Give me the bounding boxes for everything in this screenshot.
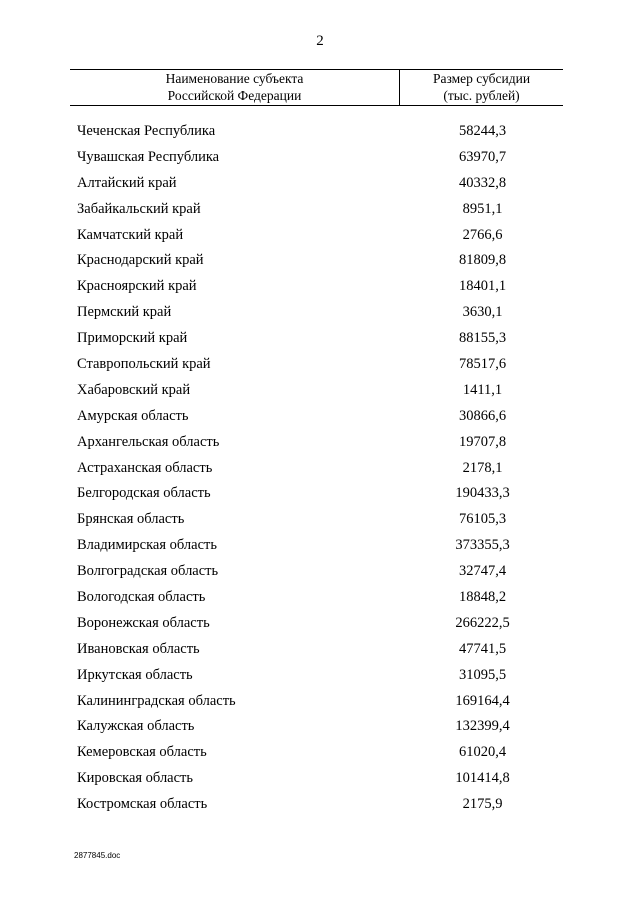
table-row [0,742,640,768]
table-row [0,354,640,380]
subsidy-amount: 266222,5 [455,614,510,631]
region-name: Костромская область [77,796,208,813]
subsidy-amount: 31095,5 [458,666,507,683]
region-name: Кировская область [77,770,194,787]
table-row [0,768,640,794]
region-name: Калужская область [77,718,195,735]
table-body [0,121,640,820]
subsidy-amount: 63970,7 [458,148,507,165]
subsidy-amount: 47741,5 [458,640,507,657]
table-row [0,561,640,587]
table-header [70,69,563,106]
region-name: Чеченская Республика [77,123,216,139]
header-amount-line1: Размер субсидии [432,71,531,86]
header-region-line1: Наименование субъекта [165,71,304,86]
subsidy-amount: 61020,4 [458,744,507,761]
table-row [0,250,640,276]
region-name: Ивановская область [77,640,200,657]
subsidy-amount: 373355,3 [455,537,510,554]
region-name: Амурская область [77,407,189,424]
header-amount-column [400,70,563,105]
header-region-column [70,70,400,105]
subsidy-table [70,69,563,106]
region-name: Пермский край [77,304,172,321]
region-name: Камчатский край [77,226,184,243]
header-region-line2: Российской Федерации [167,88,302,103]
region-name: Хабаровский край [77,381,191,398]
subsidy-amount: 190433,3 [455,485,510,502]
region-name: Чувашская Республика [77,148,220,165]
subsidy-amount: 76105,3 [458,511,507,528]
region-name: Воронежская область [77,614,210,631]
table-row [0,121,640,147]
table-row [0,613,640,639]
document-id: 2877845.doc [74,851,121,860]
subsidy-amount: 3630,1 [462,304,503,321]
region-name: Приморский край [77,330,188,347]
page-number: 2 [316,33,324,49]
region-name: Кемеровская область [77,744,207,761]
subsidy-amount: 132399,4 [455,718,510,735]
table-row [0,328,640,354]
table-row [0,199,640,225]
subsidy-amount: 40332,8 [458,174,507,191]
table-row [0,483,640,509]
subsidy-amount: 8951,1 [462,200,503,217]
table-row [0,639,640,665]
table-row [0,716,640,742]
subsidy-amount: 2178,1 [462,459,503,476]
region-name: Архангельская область [77,433,220,450]
region-name: Ставропольский край [77,356,211,373]
table-row [0,173,640,199]
subsidy-amount: 32747,4 [458,563,507,580]
table-row [0,665,640,691]
subsidy-amount: 58244,3 [458,123,507,139]
subsidy-amount: 30866,6 [458,407,507,424]
table-row [0,406,640,432]
table-row [0,302,640,328]
table-row [0,380,640,406]
region-name: Брянская область [77,511,185,528]
table-row [0,587,640,613]
region-name: Забайкальский край [77,200,201,217]
region-name: Астраханская область [77,459,213,476]
table-row [0,147,640,173]
table-row [0,509,640,535]
region-name: Алтайский край [77,174,177,191]
subsidy-amount: 19707,8 [458,433,507,450]
header-amount-line2: (тыс. рублей) [443,88,520,103]
table-row [0,432,640,458]
subsidy-amount: 101414,8 [455,770,510,787]
subsidy-amount: 2175,9 [462,796,503,813]
subsidy-amount: 2766,6 [462,226,503,243]
region-name: Краснодарский край [77,252,204,269]
subsidy-amount: 1411,1 [462,381,503,398]
region-name: Вологодская область [77,589,206,606]
region-name: Волгоградская область [77,563,219,580]
table-row [0,458,640,484]
region-name: Белгородская область [77,485,211,502]
table-row [0,276,640,302]
table-row [0,225,640,251]
region-name: Владимирская область [77,537,217,554]
table-row [0,535,640,561]
subsidy-amount: 88155,3 [458,330,507,347]
region-name: Калининградская область [77,692,236,709]
table-row [0,691,640,717]
table-row [0,794,640,820]
subsidy-amount: 78517,6 [458,356,507,373]
subsidy-amount: 18401,1 [458,278,507,295]
region-name: Красноярский край [77,278,197,295]
region-name: Иркутская область [77,666,193,683]
subsidy-amount: 169164,4 [455,692,510,709]
subsidy-amount: 81809,8 [458,252,507,269]
subsidy-amount: 18848,2 [458,589,507,606]
